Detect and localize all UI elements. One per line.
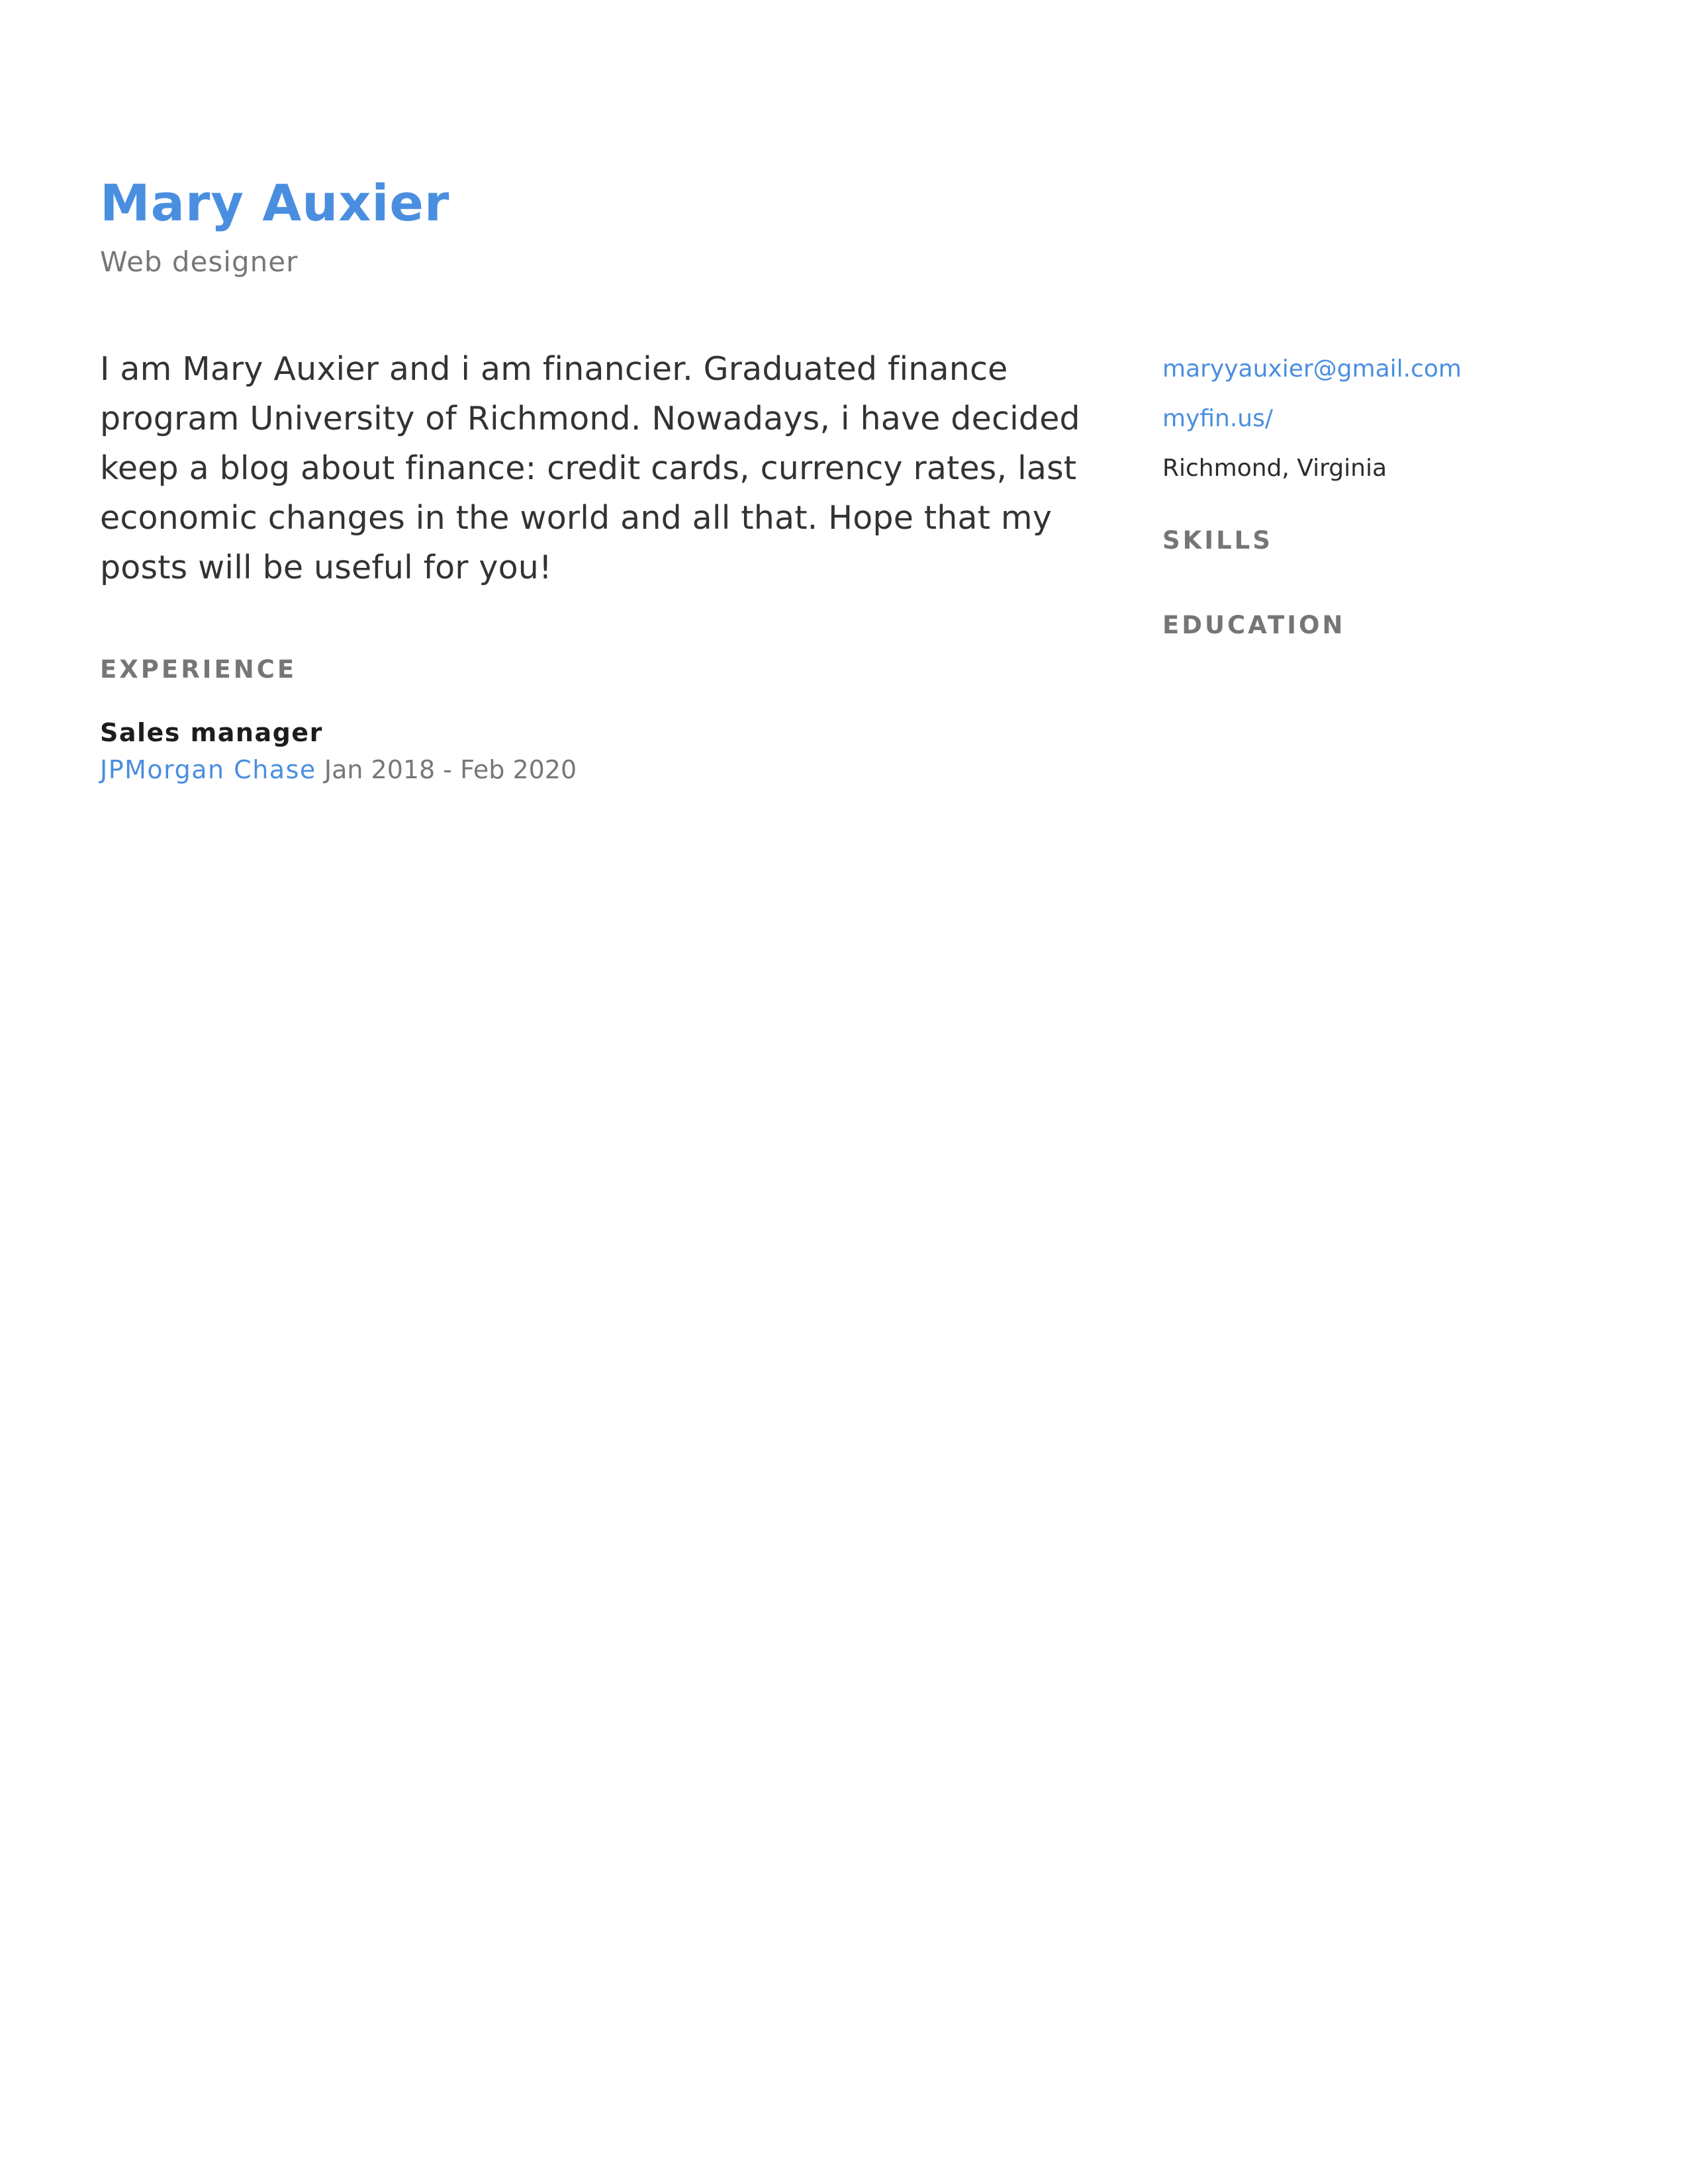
- side-column: [1162, 344, 1626, 639]
- job-meta: [100, 754, 1106, 786]
- job-position: Sales manager: [100, 718, 323, 747]
- resume-header: [100, 175, 1027, 278]
- education-heading: EDUCATION: [1162, 611, 1346, 639]
- experience-item: [100, 718, 1106, 786]
- skills-heading: SKILLS: [1162, 526, 1273, 555]
- job-dates: Jan 2018 - Feb 2020: [324, 754, 577, 784]
- location-text: Richmond, Virginia: [1162, 455, 1387, 482]
- summary-text: I am Mary Auxier and i am financier. Graduated finance program University of Richmond. Nowadays, i have decided keep a blog about finance: credit cards, currency rates, last economic changes in the world and all that. Hope that my posts will be useful for you!: [100, 350, 1080, 586]
- person-role: Web designer: [100, 245, 299, 278]
- job-company: JPMorgan Chase: [100, 754, 316, 784]
- main-column: [100, 344, 1106, 786]
- experience-heading: EXPERIENCE: [100, 655, 297, 684]
- website-link[interactable]: myfin.us/: [1162, 405, 1274, 432]
- person-name: Mary Auxier: [100, 173, 450, 232]
- contact-block: [1162, 344, 1626, 493]
- email-link[interactable]: maryyauxier@gmail.com: [1162, 355, 1462, 383]
